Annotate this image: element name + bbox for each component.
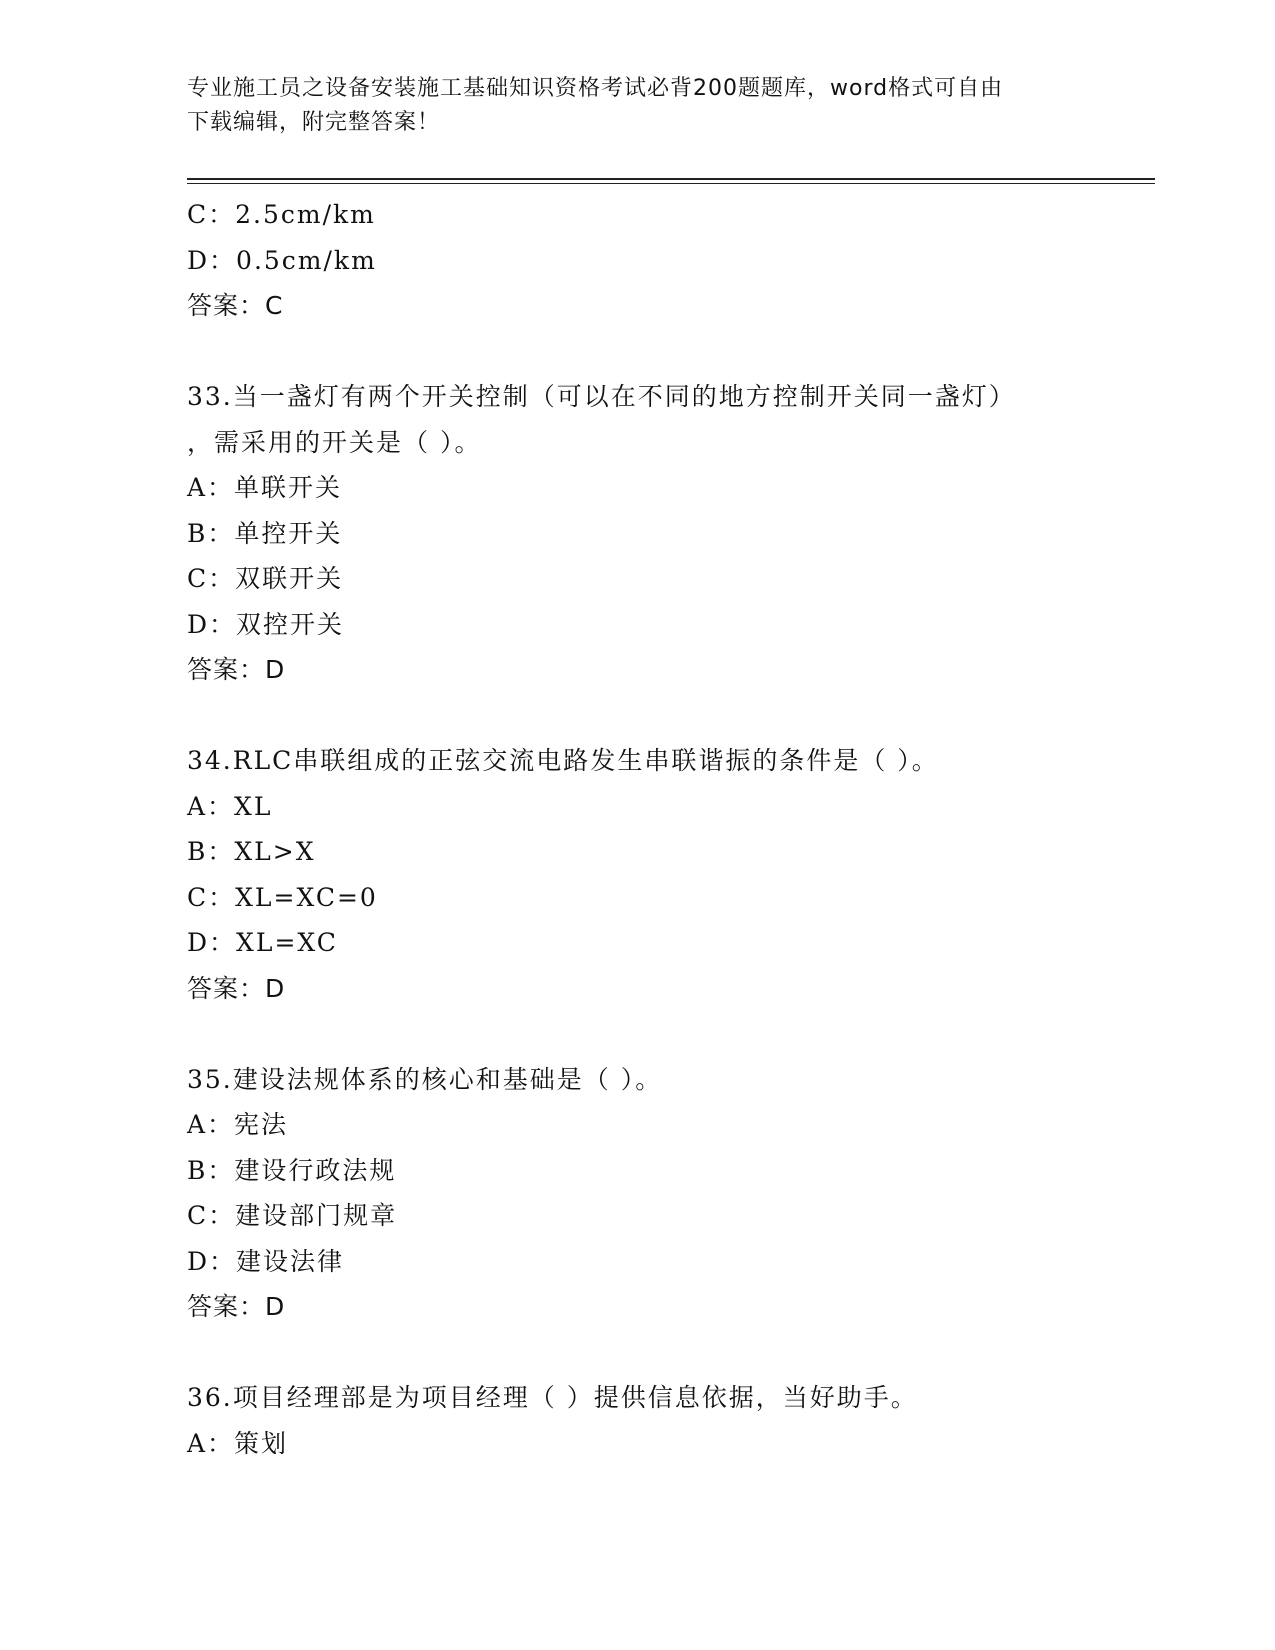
option-d: D：建设法律: [187, 1246, 345, 1276]
question-32-continuation: [187, 192, 1147, 329]
answer-line: 答案：D: [187, 973, 286, 1003]
header-line-1: 专业施工员之设备安装施工基础知识资格考试必背200题题库，word格式可自由: [187, 76, 1004, 101]
header-rule-thick: [187, 178, 1155, 180]
spacer: [187, 329, 1147, 375]
option-d: D：XL=XC: [187, 928, 338, 957]
option-a: A：单联开关: [187, 473, 343, 502]
question-stem: 33.当一盏灯有两个开关控制（可以在不同的地方控制开关同一盏灯）: [187, 382, 1016, 411]
option-d: D：双控开关: [187, 609, 345, 639]
option-b: B：建设行政法规: [187, 1155, 397, 1185]
question-stem-continued: ，需采用的开关是（ ）。: [187, 427, 482, 457]
option-c: C：2.5cm/km: [187, 200, 376, 229]
option-c: C：建设部门规章: [187, 1201, 398, 1230]
question-stem: 34.RLC串联组成的正弦交流电路发生串联谐振的条件是（ ）。: [187, 746, 939, 775]
question-stem: 36.项目经理部是为项目经理（ ）提供信息依据，当好助手。: [187, 1383, 918, 1412]
option-c: C：双联开关: [187, 564, 344, 593]
option-d: D：0.5cm/km: [187, 245, 377, 275]
question-35: [187, 1057, 1147, 1330]
spacer: [187, 1330, 1147, 1376]
question-36: [187, 1375, 1147, 1466]
header-rule-thin: [187, 183, 1155, 184]
option-b: B：单控开关: [187, 518, 343, 548]
option-b: B：XL>X: [187, 837, 316, 866]
answer-line: 答案：D: [187, 655, 286, 684]
question-34: [187, 738, 1147, 1011]
spacer: [187, 693, 1147, 739]
answer-line: 答案：C: [187, 291, 284, 320]
option-c: C：XL=XC=0: [187, 882, 378, 912]
spacer: [187, 1011, 1147, 1057]
question-33: [187, 374, 1147, 693]
answer-line: 答案：D: [187, 1292, 286, 1321]
option-a: A：策划: [187, 1428, 289, 1458]
question-stem: 35.建设法规体系的核心和基础是（ ）。: [187, 1064, 663, 1094]
option-a: A：XL: [187, 791, 273, 821]
header-line-2: 下载编辑，附完整答案！: [187, 110, 441, 135]
question-content: [187, 192, 1147, 1466]
document-header: [187, 72, 1087, 140]
option-a: A：宪法: [187, 1110, 289, 1139]
